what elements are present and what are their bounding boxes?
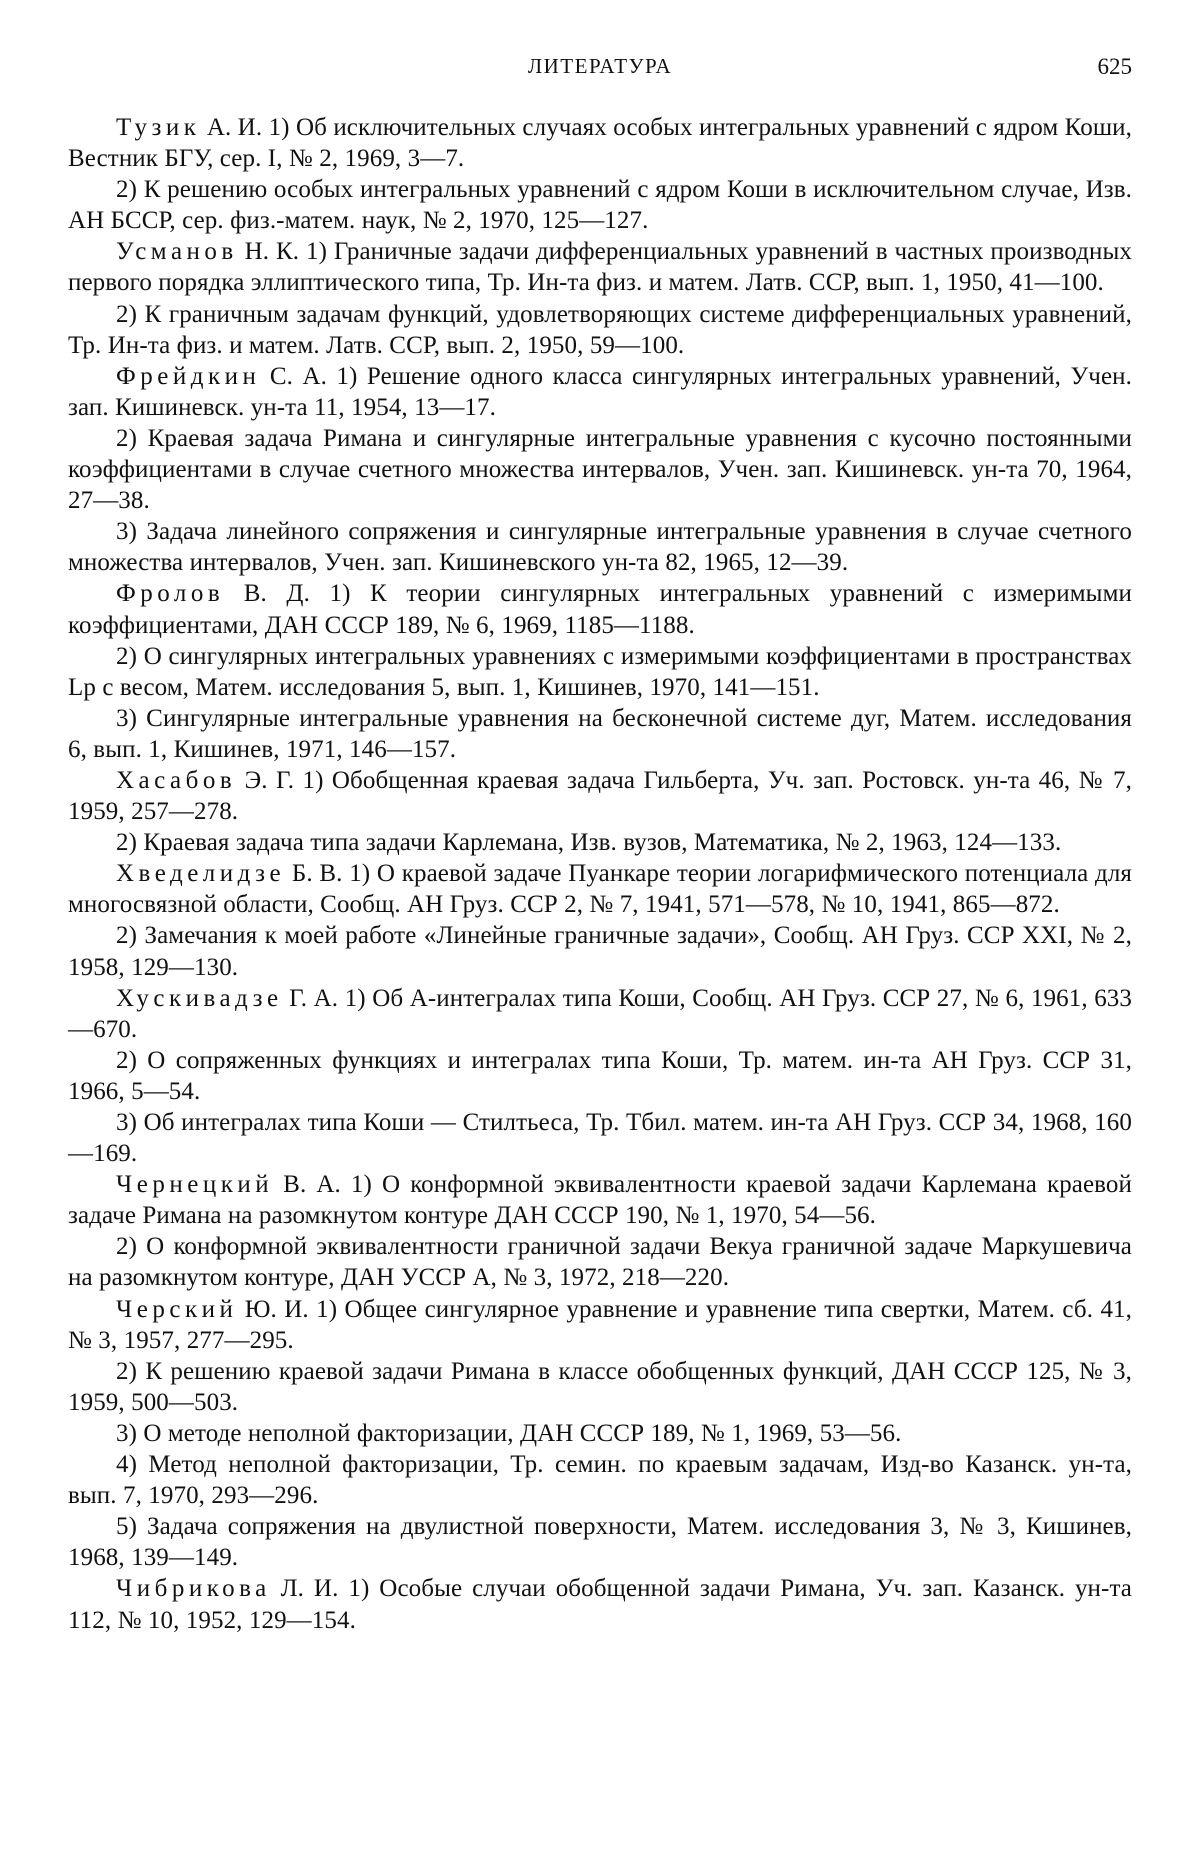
reference-text: 1) Особые случаи обобщенной задачи Римана, Уч. зап. Казанск. ун-та 112, № 10, 1952, 129—154. bbox=[68, 1575, 1132, 1633]
reference-entry bbox=[68, 578, 1132, 640]
reference-text: 1) Общее сингулярное уравнение и уравнение типа свертки, Матем. сб. 41, № 3, 1957, 277—295. bbox=[68, 1296, 1132, 1354]
author-surname: Черский bbox=[116, 1296, 237, 1323]
reference-entry bbox=[68, 236, 1132, 298]
reference-text: 2) К граничным задачам функций, удовлетворяющих системе дифференциальных уравнений, Тр. Ин-та физ. и матем. Латв. ССР, вып. 2, 1950, 59—100. bbox=[68, 301, 1132, 359]
reference-text: 3) Задача линейного сопряжения и сингулярные интегральные уравнения в случае счетного множества интервалов, Учен. зап. Кишиневского ун-та 82, 1965, 12—39. bbox=[68, 518, 1132, 576]
author-surname: Усманов bbox=[116, 238, 238, 265]
author-initials: Э. Г. bbox=[245, 767, 294, 794]
reference-text: 2) О сингулярных интегральных уравнениях с измеримыми коэффициентами в пространствах Lp с весом, Матем. исследования 5, вып. 1, Кишинев, 1970, 141—151. bbox=[68, 643, 1132, 701]
author-surname: Хасабов bbox=[116, 767, 236, 794]
reference-entry bbox=[68, 827, 1132, 858]
reference-text: 1) Решение одного класса сингулярных интегральных уравнений, Учен. зап. Кишиневск. ун-та 11, 1954, 13—17. bbox=[68, 363, 1132, 421]
reference-entry bbox=[68, 361, 1132, 423]
reference-text: 2) К решению особых интегральных уравнений с ядром Коши в исключительном случае, Изв. АН БССР, сер. физ.-матем. наук, № 2, 1970, 125—127. bbox=[68, 176, 1132, 234]
reference-entry bbox=[68, 1231, 1132, 1293]
author-initials: С. А. bbox=[270, 363, 327, 390]
reference-entry bbox=[68, 1294, 1132, 1356]
reference-text: 1) О конформной эквивалентности краевой задачи Карлемана краевой задаче Римана на разомкнутом контуре ДАН СССР 190, № 1, 1970, 54—56. bbox=[68, 1171, 1132, 1229]
reference-entry bbox=[68, 112, 1132, 174]
reference-entry bbox=[68, 765, 1132, 827]
reference-entry bbox=[68, 703, 1132, 765]
reference-text: 2) Замечания к моей работе «Линейные граничные задачи», Сообщ. АН Груз. ССР XXI, № 2, 1958, 129—130. bbox=[68, 922, 1132, 980]
reference-text: 2) Краевая задача Римана и сингулярные интегральные уравнения с кусочно постоянными коэффициентами в случае счетного множества интервалов, Учен. зап. Кишиневск. ун-та 70, 1964, 27—38. bbox=[68, 425, 1132, 514]
reference-text: 4) Метод неполной факторизации, Тр. семин. по краевым задачам, Изд-во Казанск. ун-та, вып. 7, 1970, 293—296. bbox=[68, 1451, 1132, 1509]
reference-text: 1) Граничные задачи дифференциальных уравнений в частных производных первого порядка эллиптического типа, Тр. Ин-та физ. и матем. Латв. ССР, вып. 1, 1950, 41—100. bbox=[68, 238, 1132, 296]
reference-entry bbox=[68, 1573, 1132, 1635]
reference-entry bbox=[68, 299, 1132, 361]
reference-text: 2) О сопряженных функциях и интегралах типа Коши, Тр. матем. ин-та АН Груз. ССР 31, 1966, 5—54. bbox=[68, 1047, 1132, 1105]
reference-text: 3) Сингулярные интегральные уравнения на бесконечной системе дуг, Матем. исследования 6, вып. 1, Кишинев, 1971, 146—157. bbox=[68, 705, 1132, 763]
author-surname: Фрейдкин bbox=[116, 363, 260, 390]
reference-text: 2) О конформной эквивалентности граничной задачи Векуа граничной задаче Маркушевича на разомкнутом контуре, ДАН УССР А, № 3, 1972, 218—220. bbox=[68, 1233, 1132, 1291]
author-initials: В. А. bbox=[283, 1171, 341, 1198]
author-surname: Тузик bbox=[116, 114, 200, 141]
page-number: 625 bbox=[1098, 54, 1133, 80]
author-initials: В. Д. bbox=[244, 580, 310, 607]
author-initials: А. И. bbox=[207, 114, 262, 141]
reference-text: 3) О методе неполной факторизации, ДАН СССР 189, № 1, 1969, 53—56. bbox=[116, 1420, 901, 1447]
reference-entry bbox=[68, 1169, 1132, 1231]
reference-entry bbox=[68, 516, 1132, 578]
author-surname: Фролов bbox=[116, 580, 224, 607]
reference-text: 3) Об интегралах типа Коши — Стилтьеса, Тр. Тбил. матем. ин-та АН Груз. ССР 34, 1968, 160—169. bbox=[68, 1109, 1132, 1167]
reference-entry bbox=[68, 983, 1132, 1045]
author-initials: Н. К. bbox=[245, 238, 300, 265]
author-surname: Чибрикова bbox=[116, 1575, 271, 1602]
reference-text: 1) О краевой задаче Пуанкаре теории логарифмического потенциала для многосвязной области, Сообщ. АН Груз. ССР 2, № 7, 1941, 571—578, № 10, 1941, 865—872. bbox=[68, 860, 1132, 918]
reference-entry bbox=[68, 174, 1132, 236]
reference-entry bbox=[68, 858, 1132, 920]
author-surname: Чернецкий bbox=[116, 1171, 273, 1198]
author-initials: Б. В. bbox=[292, 860, 343, 887]
reference-entry bbox=[68, 1449, 1132, 1511]
reference-text: 1) Обобщенная краевая задача Гильберта, Уч. зап. Ростовск. ун-та 46, № 7, 1959, 257—278. bbox=[68, 767, 1132, 825]
page-header bbox=[68, 54, 1132, 88]
author-initials: Л. И. bbox=[281, 1575, 339, 1602]
reference-text: 2) К решению краевой задачи Римана в классе обобщенных функций, ДАН СССР 125, № 3, 1959, 500—503. bbox=[68, 1358, 1132, 1416]
reference-entry bbox=[68, 1356, 1132, 1418]
reference-text: 1) Об А-интегралах типа Коши, Сообщ. АН Груз. ССР 27, № 6, 1961, 633—670. bbox=[68, 985, 1132, 1043]
author-initials: Ю. И. bbox=[245, 1296, 309, 1323]
reference-entry bbox=[68, 1418, 1132, 1449]
reference-text: 1) Об исключительных случаях особых интегральных уравнений с ядром Коши, Вестник БГУ, сер. I, № 2, 1969, 3—7. bbox=[68, 114, 1132, 172]
reference-entry bbox=[68, 1045, 1132, 1107]
reference-entry bbox=[68, 920, 1132, 982]
reference-text: 2) Краевая задача типа задачи Карлемана, Изв. вузов, Математика, № 2, 1963, 124—133. bbox=[116, 829, 1061, 856]
reference-entry bbox=[68, 1107, 1132, 1169]
reference-entry bbox=[68, 423, 1132, 516]
reference-entry bbox=[68, 1511, 1132, 1573]
running-title: ЛИТЕРАТУРА bbox=[68, 54, 1132, 79]
author-surname: Хускивадзе bbox=[116, 985, 283, 1012]
reference-entry bbox=[68, 641, 1132, 703]
book-page bbox=[0, 0, 1200, 1859]
reference-text: 1) К теории сингулярных интегральных уравнений с измеримыми коэффициентами, ДАН СССР 189, № 6, 1969, 1185—1188. bbox=[68, 580, 1132, 638]
reference-list bbox=[68, 112, 1132, 1636]
author-initials: Г. А. bbox=[289, 985, 338, 1012]
reference-text: 5) Задача сопряжения на двулистной поверхности, Матем. исследования 3, № 3, Кишинев, 1968, 139—149. bbox=[68, 1513, 1132, 1571]
author-surname: Хведелидзе bbox=[116, 860, 285, 887]
